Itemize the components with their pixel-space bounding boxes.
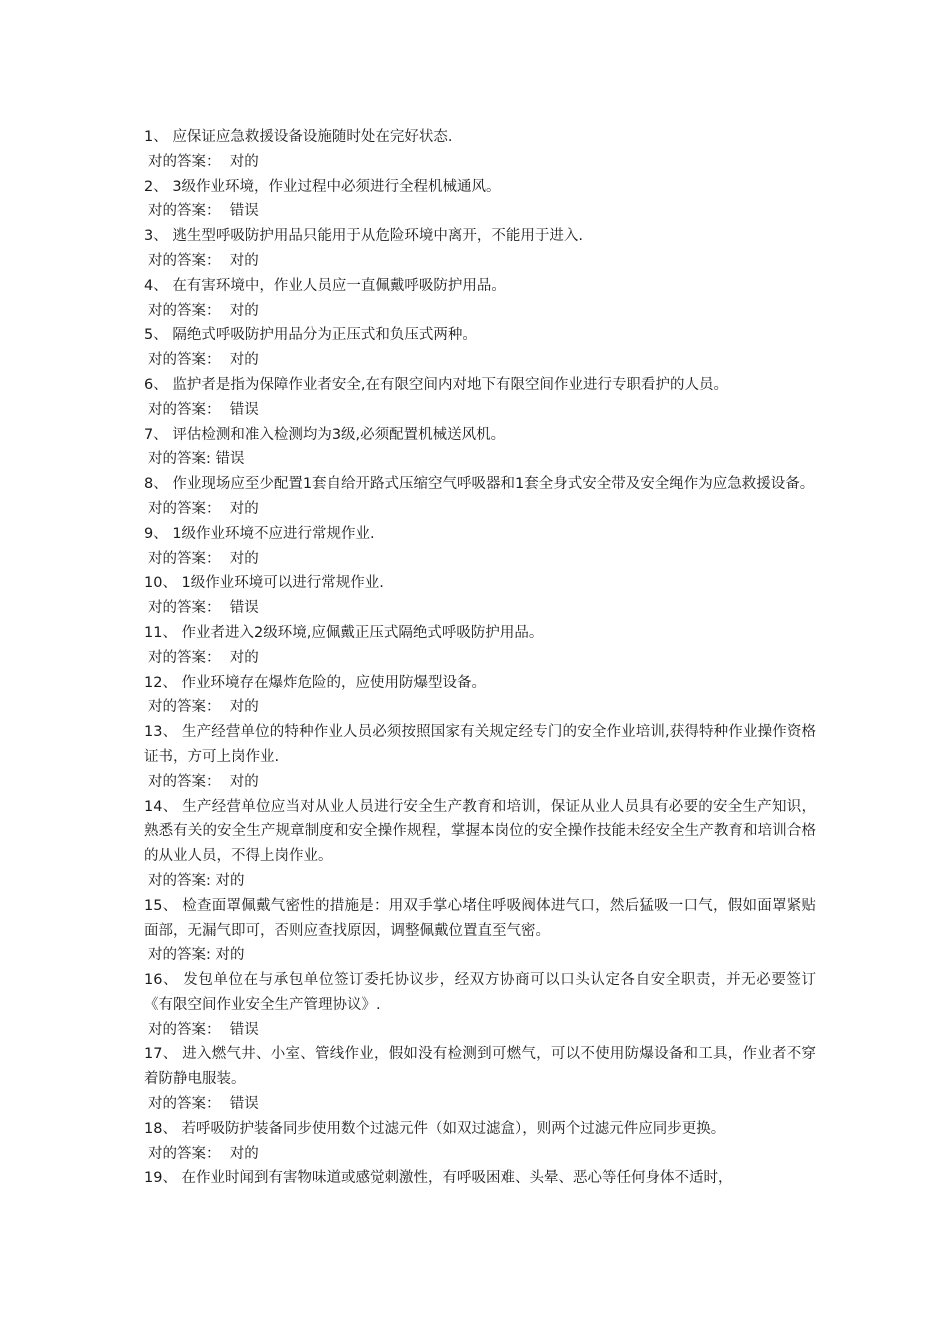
question-14: 14、 生产经营单位应当对从业人员进行安全生产教育和培训，保证从业人员具有必要的安全生产知识，熟悉有关的安全生产规章制度和安全操作规程，掌握本岗位的安全操作技能未经安全生产教育和培训合格的从业人员，不得上岗作业。 <box>144 798 816 865</box>
answer-6: 对的答案： 错误 <box>148 401 259 418</box>
answer-11: 对的答案： 对的 <box>148 649 259 666</box>
question-17: 17、 进入燃气井、小室、管线作业，假如没有检测到可燃气，可以不使用防爆设备和工具，作业者不穿着防静电服装。 <box>144 1046 816 1088</box>
question-9: 9、 1级作业环境不应进行常规作业. <box>144 525 375 542</box>
answer-1: 对的答案： 对的 <box>148 153 259 170</box>
answer-10: 对的答案： 错误 <box>148 600 259 617</box>
question-18: 18、 若呼吸防护装备同步使用数个过滤元件（如双过滤盒），则两个过滤元件应同步更换。 <box>144 1120 726 1137</box>
answer-8: 对的答案： 对的 <box>148 500 259 517</box>
question-1: 1、 应保证应急救援设备设施随时处在完好状态. <box>144 129 453 145</box>
answer-3: 对的答案： 对的 <box>148 252 259 269</box>
question-6: 6、 监护者是指为保障作业者安全,在有限空间内对地下有限空间作业进行专职看护的人员。 <box>144 376 728 393</box>
answer-2: 对的答案： 错误 <box>148 203 259 220</box>
question-15: 15、 检查面罩佩戴气密性的措施是：用双手掌心堵住呼吸阀体进气口，然后猛吸一口气，假如面罩紧贴面部，无漏气即可，否则应查找原因，调整佩戴位置直至气密。 <box>144 897 816 939</box>
question-2: 2、 3级作业环境，作业过程中必须进行全程机械通风。 <box>144 178 501 195</box>
question-list <box>144 125 816 1191</box>
question-13: 13、 生产经营单位的特种作业人员必须按照国家有关规定经专门的安全作业培训,获得特种作业操作资格证书，方可上岗作业. <box>144 724 816 765</box>
answer-18: 对的答案： 对的 <box>148 1145 259 1162</box>
question-12: 12、 作业环境存在爆炸危险的，应使用防爆型设备。 <box>144 674 487 691</box>
answer-13: 对的答案： 对的 <box>148 773 259 790</box>
question-5: 5、 隔绝式呼吸防护用品分为正压式和负压式两种。 <box>144 327 477 344</box>
question-16: 16、 发包单位在与承包单位签订委托协议步，经双方协商可以口头认定各自安全职责，并无必要签订《有限空间作业安全生产管理协议》. <box>144 972 816 1013</box>
answer-16: 对的答案： 错误 <box>148 1021 259 1038</box>
question-10: 10、 1级作业环境可以进行常规作业. <box>144 575 384 592</box>
question-4: 4、 在有害环境中，作业人员应一直佩戴呼吸防护用品。 <box>144 277 506 294</box>
answer-14: 对的答案: 对的 <box>148 872 245 889</box>
question-11: 11、 作业者进入2级环境,应佩戴正压式隔绝式呼吸防护用品。 <box>144 624 544 641</box>
answer-12: 对的答案： 对的 <box>148 699 259 716</box>
question-7: 7、 评估检测和准入检测均为3级,必须配置机械送风机。 <box>144 426 506 443</box>
answer-5: 对的答案： 对的 <box>148 352 259 369</box>
question-3: 3、 逃生型呼吸防护用品只能用于从危险环境中离开，不能用于进入. <box>144 228 583 245</box>
answer-9: 对的答案： 对的 <box>148 550 259 567</box>
answer-7: 对的答案: 错误 <box>148 451 245 468</box>
answer-15: 对的答案: 对的 <box>148 947 245 964</box>
answer-4: 对的答案： 对的 <box>148 302 259 319</box>
question-8: 8、 作业现场应至少配置1套自给开路式压缩空气呼吸器和1套全身式安全带及安全绳作为应急救援设备。 <box>144 476 815 493</box>
answer-17: 对的答案： 错误 <box>148 1096 259 1113</box>
question-19: 19、 在作业时闻到有害物味道或感觉刺激性，有呼吸困难、头晕、恶心等任何身体不适时， <box>144 1170 733 1187</box>
